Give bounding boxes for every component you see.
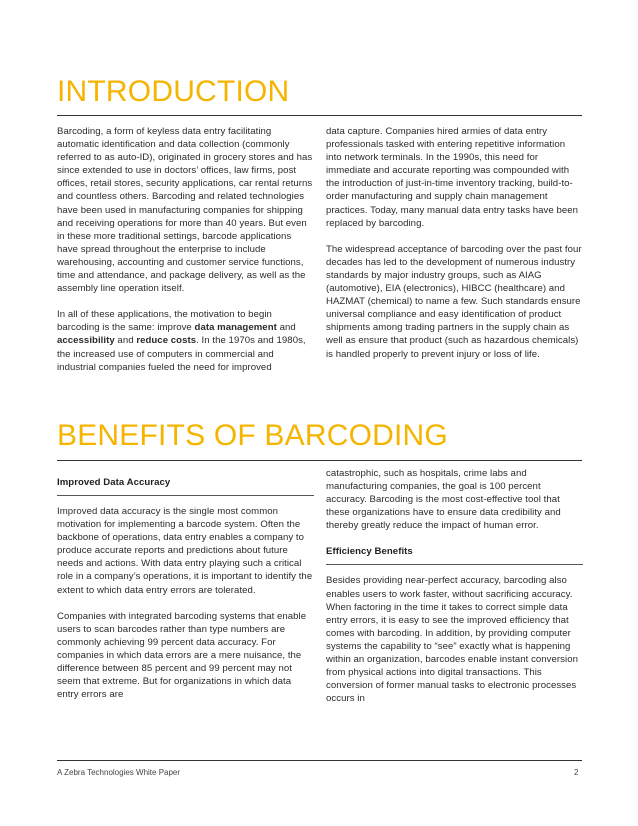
efficiency-benefits-subheading: Efficiency Benefits	[326, 546, 413, 558]
introduction-divider	[57, 115, 582, 116]
introduction-paragraph-4: The widespread acceptance of barcoding over the past four decades has led to the development of numerous industry standards by major industry groups, such as AIAG (automotive), EIA (electronics), HIBCC (healthcare) and HAZMAT (chemical) to name a few. Such standards ensure universal compliance and easy identification of product shipments among trading partners in the supply chain as well as ensure that product (such as hazardous chemicals) is handled properly to prevent injury or loss of life.	[326, 243, 582, 360]
introduction-left-column	[57, 125, 314, 387]
benefits-paragraph-3: catastrophic, such as hospitals, crime labs and manufacturing companies, the goal is 100 percent accuracy. Barcoding is the most cost-effective tool that these organizations have to ensure data credibility and thereby greatly reduce the impact of human error.	[326, 468, 561, 532]
benefits-paragraph-4: Besides providing near-perfect accuracy, barcoding also enables users to work faster, without sacrificing accuracy. When factoring in the time it takes to correct simple data entry errors, it is easy to see the improved efficiency that comes with barcoding. In addition, by providing computer systems the capability to “see” exactly what is happening within an organization, barcodes enable instant conversion from physical actions into digital transactions. This conversion of former manual tasks to electronic processes occurs in	[326, 575, 578, 705]
benefits-paragraph-2: Companies with integrated barcoding systems that enable users to scan barcodes rather than type numbers are commonly achieving 99 percent data accuracy. For companies in which data errors are a mere nuisance, the difference between 85 percent and 99 percent may not seem that extreme. But for organizations in which data entry errors are	[57, 610, 307, 701]
subheading-divider	[57, 495, 314, 496]
intro-p2-text-c: and	[276, 322, 296, 334]
improved-data-accuracy-subheading: Improved Data Accuracy	[57, 477, 171, 488]
footer-publication-label: A Zebra Technologies White Paper	[57, 768, 181, 777]
benefits-left-column	[57, 476, 314, 714]
benefits-heading: BENEFITS OF BARCODING	[57, 419, 448, 452]
intro-p2-text-e: . In the 1970s and 1980s, the increased use of computers in commercial and industrial companies fueled the need for improved	[57, 335, 306, 373]
subheading-divider	[326, 564, 583, 565]
page-number: 2	[574, 768, 579, 777]
benefits-divider	[57, 460, 582, 461]
footer-divider	[57, 760, 582, 761]
intro-p2-bold-data-management: data management	[194, 322, 277, 334]
intro-p2-bold-accessibility: accessibility	[57, 335, 115, 347]
intro-p2-text-d: and	[114, 335, 137, 347]
intro-p2-bold-reduce-costs: reduce costs	[136, 335, 197, 347]
intro-p2-text-a: In all of these applications, the motivation to begin barcoding is the same: improve	[57, 309, 272, 334]
benefits-paragraph-1: Improved data accuracy is the single most common motivation for implementing a barcode system. Often the backbone of operations, data entry enables a company to produce accurate reports and predictions about future needs and actions. With data entry playing such a critical role in a company’s operations, it is important to identify the extent to which data entry errors are tolerated.	[57, 506, 313, 596]
introduction-paragraph-2	[57, 308, 314, 373]
introduction-heading: INTRODUCTION	[57, 75, 290, 108]
introduction-paragraph-3: data capture. Companies hired armies of data entry professionals tasked with entering repetitive information into network terminals. In the 1990s, this need for immediate and accurate reporting was compounded with the introduction of just-in-time inventory tracking, build-to-order manufacturing and supply chain management practices. Today, many manual data entry tasks have been replaced by barcoding.	[326, 126, 579, 229]
benefits-right-column	[326, 467, 583, 718]
introduction-right-column	[326, 125, 583, 374]
introduction-paragraph-1: Barcoding, a form of keyless data entry facilitating automatic identification and data collection (commonly referred to as auto-ID), originated in grocery stores and has since extended to use in doctors’ offices, law firms, post offices, retail stores, security applications, car rental returns and countless others. Barcoding and related technologies have been used in manufacturing companies for shipping and receiving operations for more than 40 years. But even in these more traditional settings, barcode applications have spread throughout the enterprise to include warehousing, accounting and customer service functions, time and attendance, and package delivery, as well as the assembly line operation itself.	[57, 126, 313, 295]
